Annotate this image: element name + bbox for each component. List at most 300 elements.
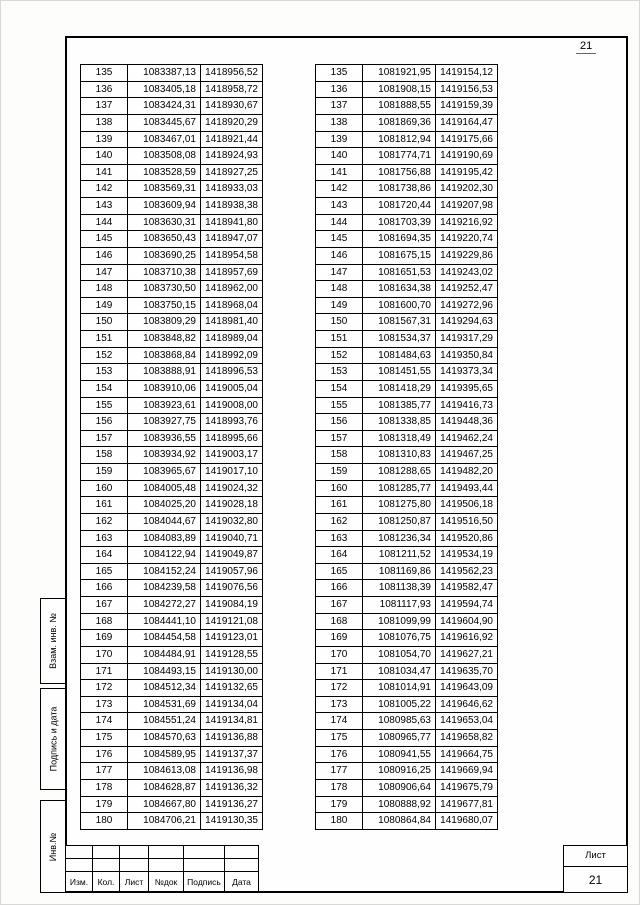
coord-y: 1419604,90 [436,613,498,630]
table-row [316,380,498,397]
coord-y: 1419137,37 [201,746,263,763]
table-row [316,198,498,215]
point-number: 159 [316,464,363,481]
point-number: 167 [316,597,363,614]
table-row [316,696,498,713]
point-number: 165 [81,563,128,580]
coord-y: 1419669,94 [436,763,498,780]
point-number: 168 [81,613,128,630]
point-number: 145 [81,231,128,248]
coord-y: 1419272,96 [436,297,498,314]
table-row [81,796,263,813]
point-number: 169 [81,630,128,647]
point-number: 174 [81,713,128,730]
coord-x: 1084667,80 [128,796,201,813]
coord-x: 1081600,70 [363,297,436,314]
coord-x: 1081888,55 [363,98,436,115]
coord-x: 1080985,63 [363,713,436,730]
coord-y: 1418956,52 [201,65,263,82]
coord-y: 1419134,04 [201,696,263,713]
point-number: 180 [81,813,128,830]
coord-x: 1081318,49 [363,430,436,447]
point-number: 176 [81,746,128,763]
coord-y: 1419317,29 [436,331,498,348]
point-number: 166 [81,580,128,597]
stamp-empty-row [66,846,259,859]
coord-x: 1084083,89 [128,530,201,547]
coord-x: 1084531,69 [128,696,201,713]
stamp-cell [66,846,93,859]
coord-x: 1084239,58 [128,580,201,597]
point-number: 175 [81,730,128,747]
stamp-cell [149,859,184,872]
coord-x: 1080906,64 [363,779,436,796]
coord-y: 1419635,70 [436,663,498,680]
coord-x: 1083630,31 [128,214,201,231]
coord-x: 1083445,67 [128,114,201,131]
coord-x: 1081338,85 [363,414,436,431]
coord-x: 1081099,99 [363,613,436,630]
coord-y: 1419024,32 [201,480,263,497]
table-row [316,364,498,381]
coord-x: 1081634,38 [363,281,436,298]
point-number: 143 [81,198,128,215]
coord-x: 1081236,34 [363,530,436,547]
point-number: 160 [316,480,363,497]
coord-x: 1081651,53 [363,264,436,281]
coord-x: 1081675,15 [363,247,436,264]
table-row [81,480,263,497]
point-number: 150 [81,314,128,331]
table-row [81,779,263,796]
point-number: 179 [316,796,363,813]
table-row [316,98,498,115]
point-number: 172 [316,680,363,697]
coord-x: 1083934,92 [128,447,201,464]
stamp-cell [225,859,259,872]
point-number: 136 [316,81,363,98]
point-number: 160 [81,480,128,497]
coord-y: 1418968,04 [201,297,263,314]
table-row [81,447,263,464]
point-number: 157 [81,430,128,447]
point-number: 138 [316,114,363,131]
coord-x: 1083750,15 [128,297,201,314]
coord-x: 1083936,55 [128,430,201,447]
point-number: 142 [81,181,128,198]
coord-y: 1419130,35 [201,813,263,830]
table-row [316,796,498,813]
coord-x: 1081285,77 [363,480,436,497]
coord-y: 1419627,21 [436,646,498,663]
coord-y: 1419294,63 [436,314,498,331]
coord-y: 1418958,72 [201,81,263,98]
table-row [316,513,498,530]
table-row [316,231,498,248]
coord-y: 1418933,03 [201,181,263,198]
coord-y: 1419017,10 [201,464,263,481]
coord-y: 1419616,92 [436,630,498,647]
coord-y: 1419658,82 [436,730,498,747]
coord-y: 1419220,74 [436,231,498,248]
coord-y: 1419646,62 [436,696,498,713]
coord-x: 1081738,86 [363,181,436,198]
point-number: 144 [316,214,363,231]
sheet-label: Лист [564,846,627,867]
table-row [81,813,263,830]
point-number: 135 [316,65,363,82]
table-row [316,613,498,630]
coord-x: 1084706,21 [128,813,201,830]
coord-x: 1083923,61 [128,397,201,414]
table-row [316,430,498,447]
coord-x: 1081014,91 [363,680,436,697]
table-row [316,347,498,364]
coord-y: 1418930,67 [201,98,263,115]
table-row [81,530,263,547]
point-number: 140 [81,148,128,165]
point-number: 163 [81,530,128,547]
table-row [81,563,263,580]
stamp-col-podpis: Подпись [184,872,225,892]
table-row [81,663,263,680]
coord-x: 1081054,70 [363,646,436,663]
coord-x: 1083910,06 [128,380,201,397]
table-row [316,597,498,614]
point-number: 140 [316,148,363,165]
coord-x: 1083387,13 [128,65,201,82]
coord-x: 1084454,58 [128,630,201,647]
stamp-cell [66,859,93,872]
table-row [316,464,498,481]
coord-y: 1418947,07 [201,231,263,248]
point-number: 158 [81,447,128,464]
point-number: 167 [81,597,128,614]
table-row [316,779,498,796]
stamp-empty-row [66,859,259,872]
table-row [81,148,263,165]
table-row [81,713,263,730]
point-number: 158 [316,447,363,464]
table-row [316,214,498,231]
stamp-cell [184,846,225,859]
table-row [81,430,263,447]
point-number: 173 [81,696,128,713]
coord-y: 1419207,98 [436,198,498,215]
point-number: 136 [81,81,128,98]
coord-x: 1081076,75 [363,630,436,647]
coord-y: 1419534,19 [436,547,498,564]
coord-y: 1419243,02 [436,264,498,281]
coord-y: 1418927,25 [201,164,263,181]
table-row [81,314,263,331]
coord-y: 1419520,86 [436,530,498,547]
table-row [316,414,498,431]
point-number: 151 [316,331,363,348]
coord-x: 1081451,55 [363,364,436,381]
point-number: 173 [316,696,363,713]
point-number: 143 [316,198,363,215]
table-row [81,397,263,414]
point-number: 170 [81,646,128,663]
coord-x: 1084570,63 [128,730,201,747]
coord-x: 1083528,59 [128,164,201,181]
point-number: 161 [81,497,128,514]
table-row [316,730,498,747]
point-number: 139 [81,131,128,148]
point-number: 149 [81,297,128,314]
coord-y: 1419202,30 [436,181,498,198]
table-row [81,264,263,281]
title-block-stamp [65,845,259,892]
coord-x: 1083569,31 [128,181,201,198]
table-row [316,247,498,264]
point-number: 148 [316,281,363,298]
table-row [81,198,263,215]
coordinates-table-right [315,64,498,830]
point-number: 177 [316,763,363,780]
table-row [316,563,498,580]
coord-x: 1080941,55 [363,746,436,763]
table-row [316,630,498,647]
point-number: 162 [316,513,363,530]
coord-y: 1418989,04 [201,331,263,348]
coord-y: 1419028,18 [201,497,263,514]
point-number: 178 [81,779,128,796]
point-number: 149 [316,297,363,314]
coord-x: 1083927,75 [128,414,201,431]
point-number: 139 [316,131,363,148]
point-number: 179 [81,796,128,813]
point-number: 152 [316,347,363,364]
point-number: 153 [316,364,363,381]
coord-y: 1419506,18 [436,497,498,514]
stamp-cell [120,846,149,859]
coord-x: 1081310,83 [363,447,436,464]
point-number: 156 [81,414,128,431]
coord-y: 1419130,00 [201,663,263,680]
coord-x: 1084122,94 [128,547,201,564]
table-row [316,497,498,514]
table-row [316,646,498,663]
table-row [316,713,498,730]
coord-x: 1083424,31 [128,98,201,115]
coord-x: 1083888,91 [128,364,201,381]
coord-x: 1081534,37 [363,331,436,348]
coord-x: 1083965,67 [128,464,201,481]
coord-x: 1080888,92 [363,796,436,813]
coord-y: 1419134,81 [201,713,263,730]
coord-x: 1081005,22 [363,696,436,713]
table-row [81,597,263,614]
coord-x: 1083710,38 [128,264,201,281]
point-number: 172 [81,680,128,697]
table-row [316,763,498,780]
coord-y: 1419123,01 [201,630,263,647]
point-number: 153 [81,364,128,381]
table-row [81,114,263,131]
stamp-cell [225,846,259,859]
point-number: 176 [316,746,363,763]
table-row [316,297,498,314]
table-row [81,680,263,697]
coord-y: 1419136,27 [201,796,263,813]
coord-x: 1083809,29 [128,314,201,331]
coord-y: 1419594,74 [436,597,498,614]
point-number: 164 [316,547,363,564]
coord-y: 1419216,92 [436,214,498,231]
coord-x: 1084152,24 [128,563,201,580]
coord-x: 1084613,08 [128,763,201,780]
coord-y: 1418924,93 [201,148,263,165]
coord-y: 1419653,04 [436,713,498,730]
stamp-cell [149,846,184,859]
point-number: 144 [81,214,128,231]
coord-y: 1419164,47 [436,114,498,131]
coord-y: 1419482,20 [436,464,498,481]
coord-y: 1418938,38 [201,198,263,215]
point-number: 150 [316,314,363,331]
coord-y: 1419136,32 [201,779,263,796]
point-number: 174 [316,713,363,730]
point-number: 165 [316,563,363,580]
coord-x: 1081756,88 [363,164,436,181]
coord-y: 1419677,81 [436,796,498,813]
table-row [81,297,263,314]
coord-x: 1083609,94 [128,198,201,215]
coord-y: 1419493,44 [436,480,498,497]
table-row [316,813,498,830]
stamp-label-row [66,872,259,892]
side-label-text: Взам. инв. № [48,613,59,669]
point-number: 147 [316,264,363,281]
coord-x: 1081812,94 [363,131,436,148]
coord-x: 1084512,34 [128,680,201,697]
coord-y: 1419040,71 [201,530,263,547]
coord-y: 1419350,84 [436,347,498,364]
coord-y: 1419175,66 [436,131,498,148]
coord-y: 1419562,23 [436,563,498,580]
table-row [316,281,498,298]
coord-y: 1419121,08 [201,613,263,630]
coord-y: 1418995,66 [201,430,263,447]
table-row [81,746,263,763]
coord-y: 1419190,69 [436,148,498,165]
coord-x: 1081211,52 [363,547,436,564]
stamp-col-kol: Кол. [93,872,120,892]
coord-x: 1080864,84 [363,813,436,830]
table-row [316,447,498,464]
point-number: 148 [81,281,128,298]
coord-y: 1419154,12 [436,65,498,82]
table-row [81,464,263,481]
table-row [81,497,263,514]
table-row [316,746,498,763]
coord-x: 1081385,77 [363,397,436,414]
table-row [316,181,498,198]
point-number: 156 [316,414,363,431]
coord-x: 1083405,18 [128,81,201,98]
coord-x: 1083730,50 [128,281,201,298]
table-row [81,331,263,348]
table-row [316,680,498,697]
coord-y: 1419229,86 [436,247,498,264]
point-number: 147 [81,264,128,281]
coord-x: 1084493,15 [128,663,201,680]
stamp-cell [120,859,149,872]
coord-y: 1419136,98 [201,763,263,780]
coord-x: 1080965,77 [363,730,436,747]
coord-y: 1419462,24 [436,430,498,447]
coord-x: 1081484,63 [363,347,436,364]
stamp-col-list: Лист [120,872,149,892]
point-number: 171 [81,663,128,680]
coord-y: 1419395,65 [436,380,498,397]
point-number: 141 [81,164,128,181]
point-number: 137 [316,98,363,115]
coord-x: 1081921,95 [363,65,436,82]
coord-x: 1081250,87 [363,513,436,530]
table-row [81,81,263,98]
sheet-number-box [563,845,628,893]
stamp-col-nodok: №док [149,872,184,892]
table-row [316,81,498,98]
table-row [316,331,498,348]
point-number: 175 [316,730,363,747]
table-row [81,347,263,364]
coord-y: 1418941,80 [201,214,263,231]
table-row [316,164,498,181]
coord-x: 1081908,15 [363,81,436,98]
coord-x: 1083650,43 [128,231,201,248]
point-number: 162 [81,513,128,530]
side-label-text: Инв.№ [48,832,59,861]
coord-y: 1419057,96 [201,563,263,580]
coord-y: 1418993,76 [201,414,263,431]
page-annotation: 21 [576,40,596,54]
table-row [81,730,263,747]
table-row [316,114,498,131]
stamp-col-izm: Изм. [66,872,93,892]
stamp-col-data: Дата [225,872,259,892]
table-row [81,513,263,530]
coord-y: 1419373,34 [436,364,498,381]
table-row [81,164,263,181]
coord-x: 1081117,93 [363,597,436,614]
coord-x: 1081138,39 [363,580,436,597]
coord-y: 1419076,56 [201,580,263,597]
coord-x: 1081694,35 [363,231,436,248]
coord-y: 1418996,53 [201,364,263,381]
coord-y: 1419156,53 [436,81,498,98]
side-label-podpis-data [40,688,66,790]
coord-x: 1081774,71 [363,148,436,165]
coord-x: 1081703,39 [363,214,436,231]
table-row [81,696,263,713]
coord-y: 1418992,09 [201,347,263,364]
coord-y: 1418981,40 [201,314,263,331]
coord-x: 1084628,87 [128,779,201,796]
coord-x: 1081720,44 [363,198,436,215]
table-row [81,247,263,264]
coord-y: 1419128,55 [201,646,263,663]
coord-y: 1419643,09 [436,680,498,697]
coord-x: 1083467,01 [128,131,201,148]
point-number: 146 [81,247,128,264]
coord-x: 1084484,91 [128,646,201,663]
point-number: 164 [81,547,128,564]
coord-y: 1418962,00 [201,281,263,298]
